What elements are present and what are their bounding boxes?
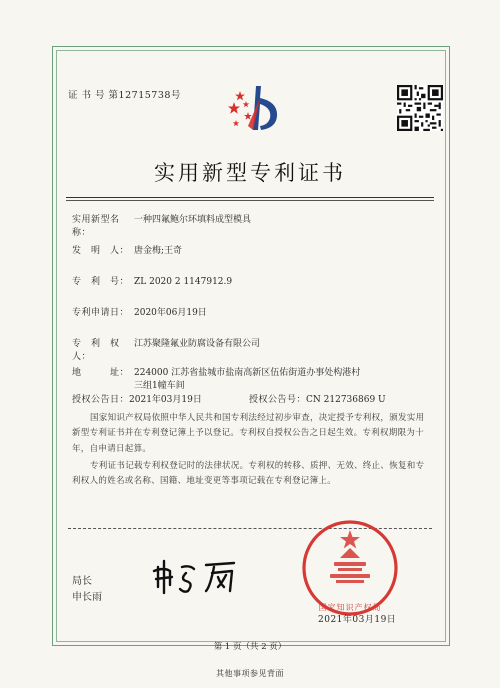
title-rule bbox=[66, 197, 434, 198]
field-inventors bbox=[72, 245, 182, 258]
field-utility-model-name bbox=[72, 214, 251, 240]
certificate-title: 实用新型专利证书 bbox=[154, 161, 346, 185]
field-value: ZL 2020 2 1147912.9 bbox=[134, 277, 233, 287]
cnipa-logo-icon bbox=[226, 78, 282, 138]
page-number: 第 1 页（共 2 页） bbox=[213, 642, 287, 652]
field-value: 2021年03月19日 bbox=[129, 395, 202, 405]
field-label: 发 明 人： bbox=[72, 246, 130, 256]
field-label: 地 址： bbox=[72, 368, 130, 378]
director-signature-icon bbox=[150, 557, 260, 597]
body-paragraph-1: 国家知识产权局依照中华人民共和国专利法经过初步审查，决定授予专利权，颁发实用新型专利证书并在专利登记簿上予以登记。专利权自授权公告之日起生效。专利权期限为十年，自申请日起算。 bbox=[72, 413, 425, 454]
certificate-number: 证 书 号 第12715738号 bbox=[68, 90, 181, 101]
field-value: CN 212736869 U bbox=[306, 395, 386, 405]
field-value bbox=[134, 367, 360, 393]
field-address bbox=[72, 367, 360, 393]
grant-date: 2021年03月19日 bbox=[318, 615, 397, 625]
field-value: 2020年06月19日 bbox=[134, 308, 207, 318]
field-label: 授权公告日： bbox=[72, 395, 130, 405]
field-label: 专利申请日： bbox=[72, 308, 130, 318]
field-label: 授权公告号： bbox=[249, 395, 307, 405]
address-line-2: 三组1幢车间 bbox=[134, 381, 185, 391]
official-seal-icon bbox=[300, 518, 400, 618]
director-title: 局长 bbox=[72, 576, 92, 587]
field-label: 实用新型名称： bbox=[72, 215, 120, 238]
seal-text: 国家知识产权局 bbox=[318, 603, 382, 612]
field-grant-announcement bbox=[72, 394, 386, 407]
field-value: 一种四氟鲍尔环填料成型模具 bbox=[134, 215, 252, 225]
qr-code-icon bbox=[397, 85, 443, 131]
field-value: 江苏聚隆氟业防腐设备有限公司 bbox=[134, 339, 261, 349]
field-value: 唐金梅;王奇 bbox=[134, 246, 183, 256]
field-patent-number bbox=[72, 276, 232, 289]
field-patentee bbox=[72, 338, 260, 364]
field-application-date bbox=[72, 307, 207, 320]
field-label: 专 利 权 人： bbox=[72, 339, 130, 362]
address-line-1: 224000 江苏省盐城市盐南高新区伍佑街道办事处构港村 bbox=[134, 368, 361, 378]
body-paragraph-2: 专利证书记载专利权登记时的法律状况。专利权的转移、质押、无效、终止、恢复和专利权人的姓名或名称、国籍、地址变更等事项记载在专利登记簿上。 bbox=[72, 461, 425, 487]
title-rule-thin bbox=[66, 200, 434, 201]
back-notice: 其他事项参见背面 bbox=[216, 669, 284, 678]
director-name: 申长雨 bbox=[72, 592, 102, 603]
field-label: 专 利 号： bbox=[72, 277, 130, 287]
